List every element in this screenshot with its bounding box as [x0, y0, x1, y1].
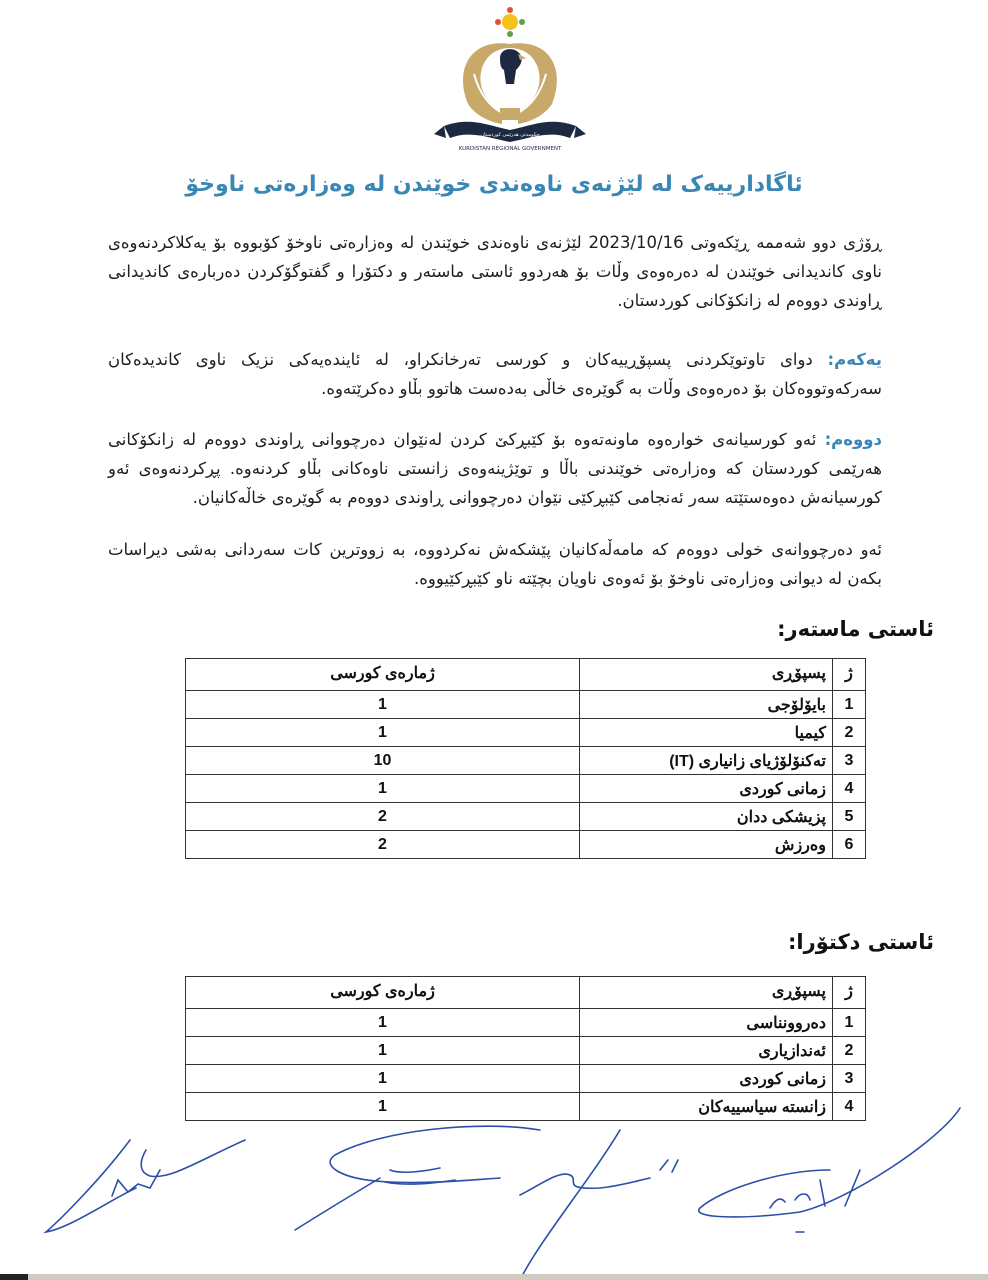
table-row [186, 831, 866, 859]
row-no: 3 [833, 747, 866, 775]
row-no: 6 [833, 831, 866, 859]
row-seats: 1 [186, 1037, 580, 1065]
row-no: 5 [833, 803, 866, 831]
signatures [0, 1100, 988, 1280]
row-seats: 1 [186, 691, 580, 719]
column-header-seats: ژمارەی کورسی [186, 977, 580, 1009]
row-no: 4 [833, 775, 866, 803]
row-no: 4 [833, 1093, 866, 1121]
masters-table [185, 658, 866, 859]
intro-paragraph [108, 228, 882, 315]
row-specialty: زمانی کوردی [580, 1065, 833, 1093]
row-specialty: زمانی کوردی [580, 775, 833, 803]
table-header-row [186, 659, 866, 691]
table-row [186, 775, 866, 803]
column-header-no: ژ [833, 659, 866, 691]
row-seats: 1 [186, 1065, 580, 1093]
second-point-paragraph [108, 425, 882, 512]
row-no: 3 [833, 1065, 866, 1093]
paragraph-text: دوای تاوتوێکردنی پسپۆڕییەکان و کورسی تەرخانکراو، لە ئایندەیەکی نزیک ناوی کاندیدەکان سەرکەوتووەکان بۆ دەرەوەی وڵات بە گوێرەی خاڵی بەدەست هاتوو بڵاو دەکرێتەوە. [108, 350, 882, 398]
row-seats: 1 [186, 1093, 580, 1121]
paragraph-text: ڕۆژی دوو شەممە ڕێکەوتی 2023/10/16 لێژنەی ناوەندی خوێندن لە وەزارەتی ناوخۆ کۆبووە بۆ یەکلاکردنەوەی ناوی کاندیدانی خوێندن لە دەرەوەی وڵات بۆ هەردوو ئاستی ماستەر و دکتۆرا و گفتوگۆکردن دەربارەی کاندیدانی ڕاوندی دووەم لە زانکۆکانی کوردستان. [108, 233, 883, 310]
row-seats: 2 [186, 831, 580, 859]
scan-edge [0, 1274, 988, 1280]
masters-heading: ئاستی ماستەر: [777, 617, 934, 641]
paragraph-lead: دووەم: [824, 430, 882, 449]
table-header-row [186, 977, 866, 1009]
row-specialty: تەکنۆلۆژیای زانیاری (IT) [580, 747, 833, 775]
table-row [186, 1065, 866, 1093]
row-no: 2 [833, 1037, 866, 1065]
row-specialty: زانستە سیاسییەکان [580, 1093, 833, 1121]
signature-right-icon [699, 1108, 960, 1232]
row-specialty: دەروونناسی [580, 1009, 833, 1037]
column-header-seats: ژمارەی کورسی [186, 659, 580, 691]
signature-middle-icon [295, 1126, 678, 1280]
signature-left-icon [46, 1140, 245, 1232]
paragraph-lead: یەکەم: [827, 350, 882, 369]
row-no: 1 [833, 1009, 866, 1037]
row-seats: 10 [186, 747, 580, 775]
column-header-specialty: پسپۆڕی [580, 977, 833, 1009]
row-specialty: کیمیا [580, 719, 833, 747]
paragraph-text: ئەو کورسیانەی خوارەوە ماونەتەوە بۆ کێبڕکێ کردن لەنێوان دەرچووانی ڕاوندی دووەم لە زانکۆکانی هەرێمی کوردستان کە وەزارەتی خوێندنی باڵا و توێژینەوەی زانستی ناوەکانی بڵاو کردنەوە. پڕکردنەوەی ئەو کورسیانەش دەوەستێتە سەر ئەنجامی کێبڕکێی نێوان دەرچووانی ڕاوندی دووەم بە گوێرەی خاڵەکانیان. [108, 430, 882, 507]
row-specialty: پزیشکی ددان [580, 803, 833, 831]
column-header-no: ژ [833, 977, 866, 1009]
krg-eagle-emblem-icon [430, 4, 590, 154]
doctorate-heading: ئاستی دکتۆرا: [788, 930, 934, 954]
row-seats: 1 [186, 1009, 580, 1037]
row-seats: 2 [186, 803, 580, 831]
notice-paragraph [108, 535, 882, 593]
row-no: 1 [833, 691, 866, 719]
table-row [186, 747, 866, 775]
row-specialty: بایۆلۆجی [580, 691, 833, 719]
document-title: ئاگادارییەک لە لێژنەی ناوەندی خوێندن لە وەزارەتی ناوخۆ [185, 172, 803, 197]
first-point-paragraph [108, 345, 882, 403]
row-seats: 1 [186, 775, 580, 803]
table-row [186, 1009, 866, 1037]
table-row [186, 1037, 866, 1065]
table-row [186, 803, 866, 831]
svg-text:حكومەتی هەرێمی کوردستان: حكومەتی هەرێمی کوردستان [480, 132, 540, 138]
table-row [186, 719, 866, 747]
row-specialty: وەرزش [580, 831, 833, 859]
table-row [186, 691, 866, 719]
row-no: 2 [833, 719, 866, 747]
row-seats: 1 [186, 719, 580, 747]
column-header-specialty: پسپۆڕی [580, 659, 833, 691]
row-specialty: ئەندازیاری [580, 1037, 833, 1065]
svg-text:KURDISTAN REGIONAL GOVERNMENT: KURDISTAN REGIONAL GOVERNMENT [458, 146, 562, 152]
paragraph-text: ئەو دەرچووانەی خولی دووەم کە مامەڵەکانیان پێشکەش نەکردووە، بە زووترین کات سەردانی بەشی دیراسات بکەن لە دیوانی وەزارەتی ناوخۆ بۆ ئەوەی ناویان بچێتە ناو کێبڕکێیووە. [108, 540, 882, 588]
